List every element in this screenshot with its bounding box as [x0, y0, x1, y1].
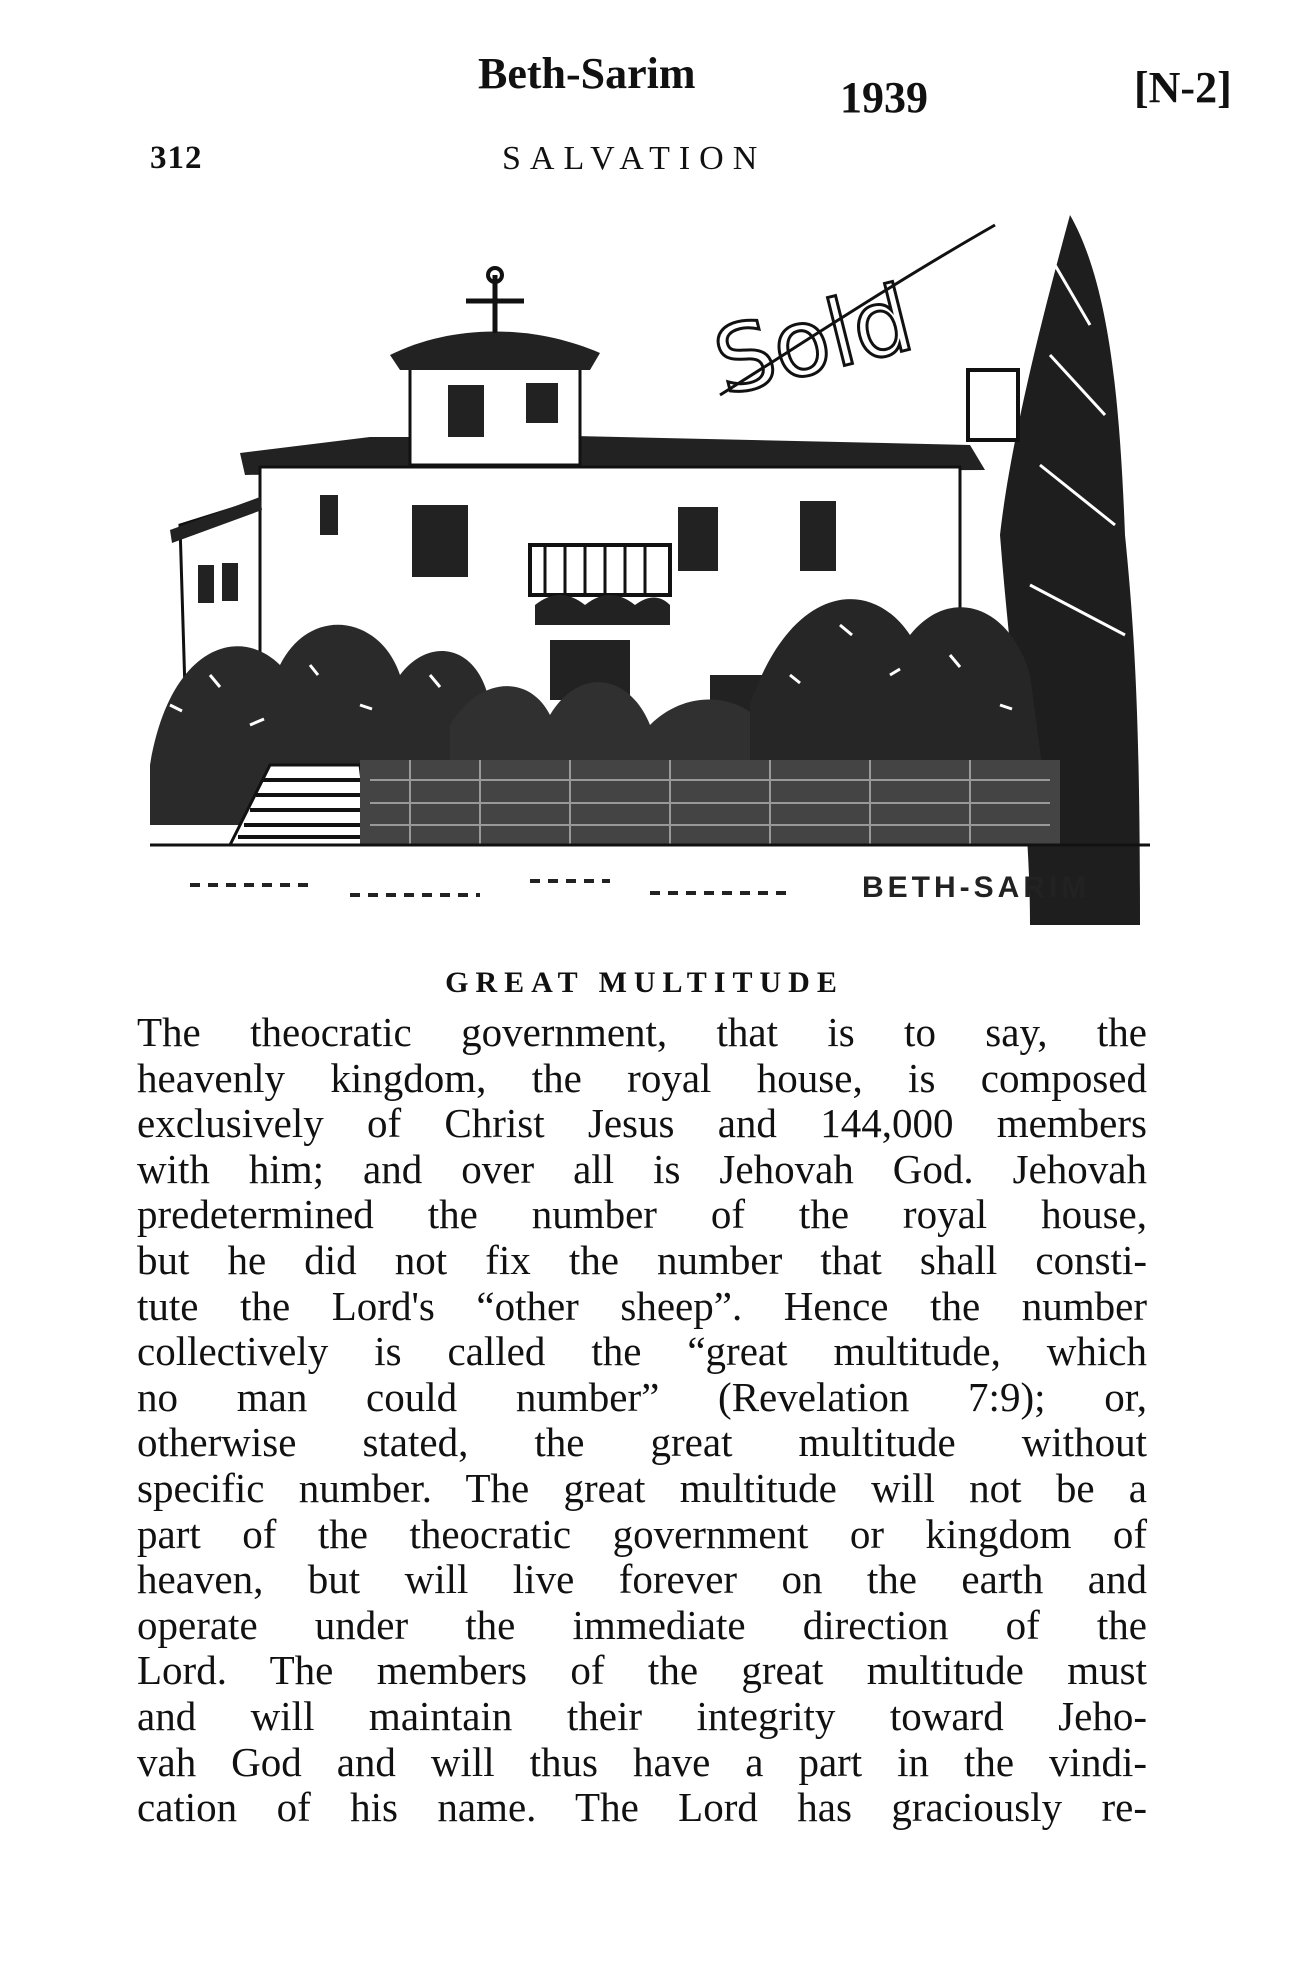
text-line: specific number. The great multitude will not be a — [137, 1464, 1147, 1511]
text-line: The theocratic government, that is to say, the — [137, 1009, 1147, 1055]
chimney — [968, 370, 1018, 440]
running-header: SALVATION — [502, 140, 767, 177]
beth-sarim-illustration — [150, 205, 1150, 945]
handwritten-note: Sold — [704, 264, 923, 417]
text-line: Lord. The members of the great multitude must — [137, 1647, 1147, 1694]
text-line: heaven, but will live forever on the earth and — [137, 1556, 1147, 1603]
text-line: vah God and will thus have a part in the vindi- — [137, 1738, 1147, 1785]
body-paragraph — [137, 1010, 1147, 1831]
text-line: collectively is called the “great multitude, which — [137, 1328, 1147, 1375]
text-line: otherwise stated, the great multitude without — [137, 1419, 1147, 1466]
text-line: with him; and over all is Jehovah God. Jehovah — [137, 1145, 1147, 1192]
text-line: part of the theocratic government or kingdom of — [137, 1510, 1147, 1557]
illustration-caption: BETH-SARIM — [862, 871, 1091, 904]
tower-roof — [390, 331, 600, 370]
text-line: cation of his name. The Lord has graciously re- — [137, 1784, 1147, 1831]
annotation-reference: [N-2] — [1134, 63, 1232, 112]
section-heading: GREAT MULTITUDE — [445, 966, 844, 999]
text-line: operate under the immediate direction of the — [137, 1601, 1147, 1648]
page-number: 312 — [150, 140, 203, 176]
text-line: tute the Lord's “other sheep”. Hence the number — [137, 1282, 1147, 1329]
annotation-year: 1939 — [840, 73, 928, 122]
annotation-title: Beth-Sarim — [478, 49, 696, 98]
text-line: no man could number” (Revelation 7:9); or, — [137, 1373, 1147, 1420]
text-line: and will maintain their integrity toward Jeho- — [137, 1692, 1147, 1739]
text-line: exclusively of Christ Jesus and 144,000 members — [137, 1100, 1147, 1147]
balcony — [530, 545, 670, 595]
text-line: but he did not fix the number that shall consti- — [137, 1236, 1147, 1283]
text-line: predetermined the number of the royal house, — [137, 1191, 1147, 1238]
text-line: heavenly kingdom, the royal house, is composed — [137, 1054, 1147, 1101]
